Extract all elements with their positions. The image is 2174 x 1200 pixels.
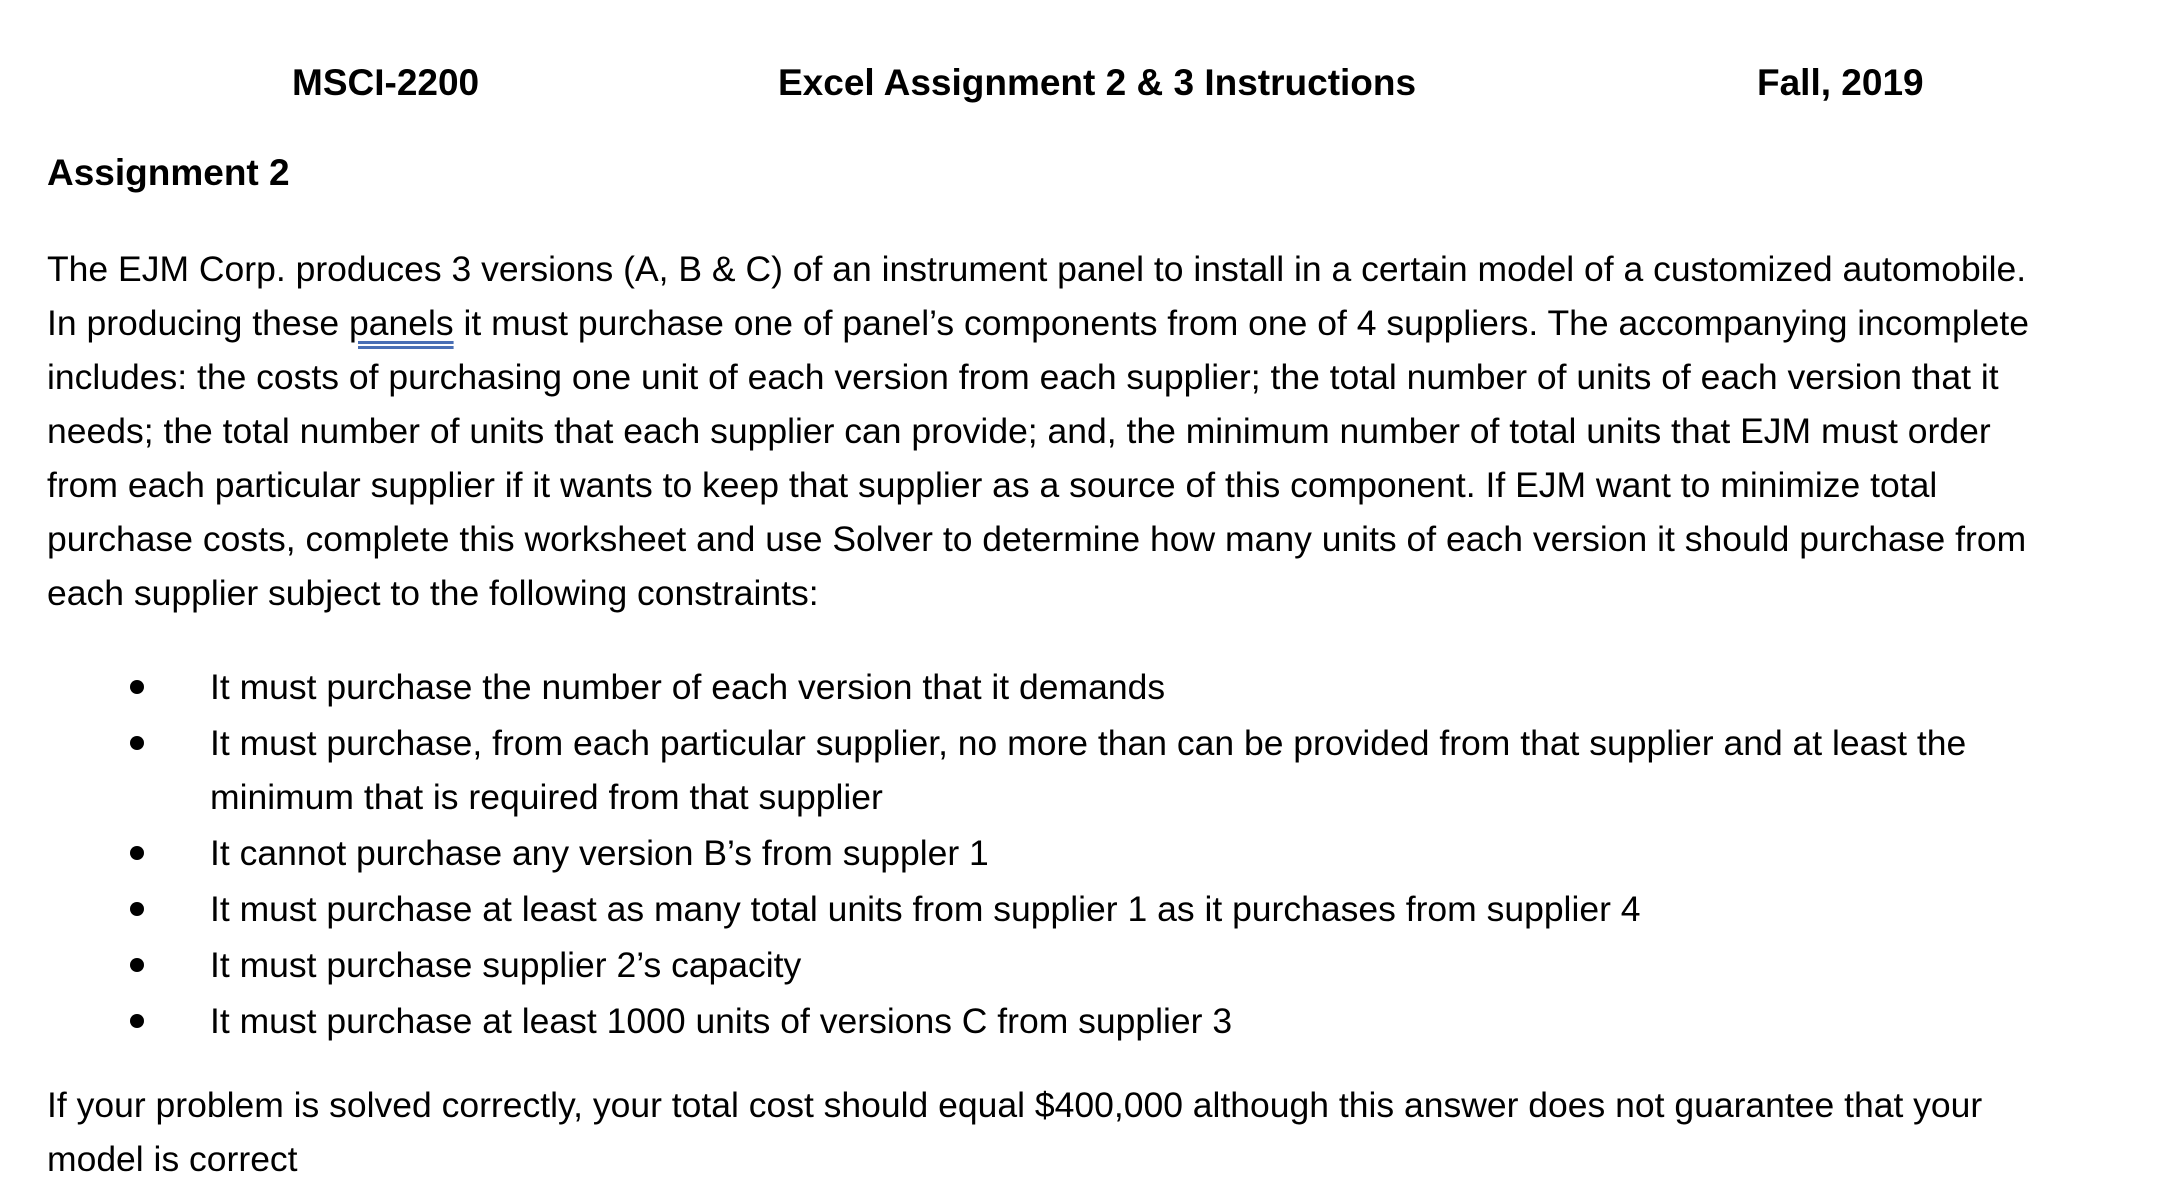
paragraph-text: In producing these (47, 303, 349, 343)
bullet-icon (130, 902, 144, 916)
constraint-text: It must purchase supplier 2’s capacity (210, 945, 802, 985)
problem-description (47, 242, 2147, 620)
bullet-icon (130, 1014, 144, 1028)
paragraph-line: model is correct (47, 1139, 298, 1179)
list-item (0, 826, 2174, 880)
spellcheck-underlined-word: panels (348, 303, 454, 343)
constraints-list (0, 660, 2174, 1050)
bullet-icon (130, 736, 144, 750)
paragraph-line: The EJM Corp. produces 3 versions (A, B & C) of an instrument panel to install in a certain model of a customized automobile. (47, 249, 2027, 289)
constraint-text: It must purchase at least 1000 units of versions C from supplier 3 (210, 1001, 1233, 1041)
list-item (0, 994, 2174, 1048)
paragraph-line: from each particular supplier if it wants to keep that supplier as a source of this component. If EJM want to minimize total (47, 465, 1938, 505)
document-header (0, 62, 2174, 112)
paragraph-line (47, 296, 2147, 350)
bullet-icon (130, 680, 144, 694)
constraint-text: It must purchase, from each particular supplier, no more than can be provided from that supplier and at least the (210, 723, 1967, 763)
paragraph-text: it must purchase one of panel’s components from one of 4 suppliers. The accompanying incomplete (453, 303, 2029, 343)
course-code: MSCI-2200 (292, 62, 480, 103)
paragraph-line: needs; the total number of units that each supplier can provide; and, the minimum number of total units that EJM must order (47, 411, 1991, 451)
list-item (0, 660, 2174, 714)
constraint-text: It must purchase the number of each version that it demands (210, 667, 1166, 707)
list-item (0, 882, 2174, 936)
paragraph-line: each supplier subject to the following constraints: (47, 573, 819, 613)
closing-note (47, 1078, 2147, 1186)
paragraph-line: includes: the costs of purchasing one unit of each version from each supplier; the total number of units of each version that it (47, 357, 1999, 397)
constraint-text: It cannot purchase any version B’s from suppler 1 (210, 833, 989, 873)
document-title: Excel Assignment 2 & 3 Instructions (778, 62, 1417, 103)
constraint-text: minimum that is required from that supplier (210, 777, 883, 817)
list-item (0, 938, 2174, 992)
bullet-icon (130, 958, 144, 972)
term-label: Fall, 2019 (1757, 62, 1924, 103)
constraint-text: It must purchase at least as many total units from supplier 1 as it purchases from supplier 4 (210, 889, 1641, 929)
section-title: Assignment 2 (47, 152, 290, 193)
paragraph-line: If your problem is solved correctly, your total cost should equal $400,000 although this answer does not guarantee that your (47, 1085, 1983, 1125)
paragraph-line: purchase costs, complete this worksheet and use Solver to determine how many units of each version it should purchase from (47, 519, 2027, 559)
list-item (0, 716, 2174, 824)
bullet-icon (130, 846, 144, 860)
